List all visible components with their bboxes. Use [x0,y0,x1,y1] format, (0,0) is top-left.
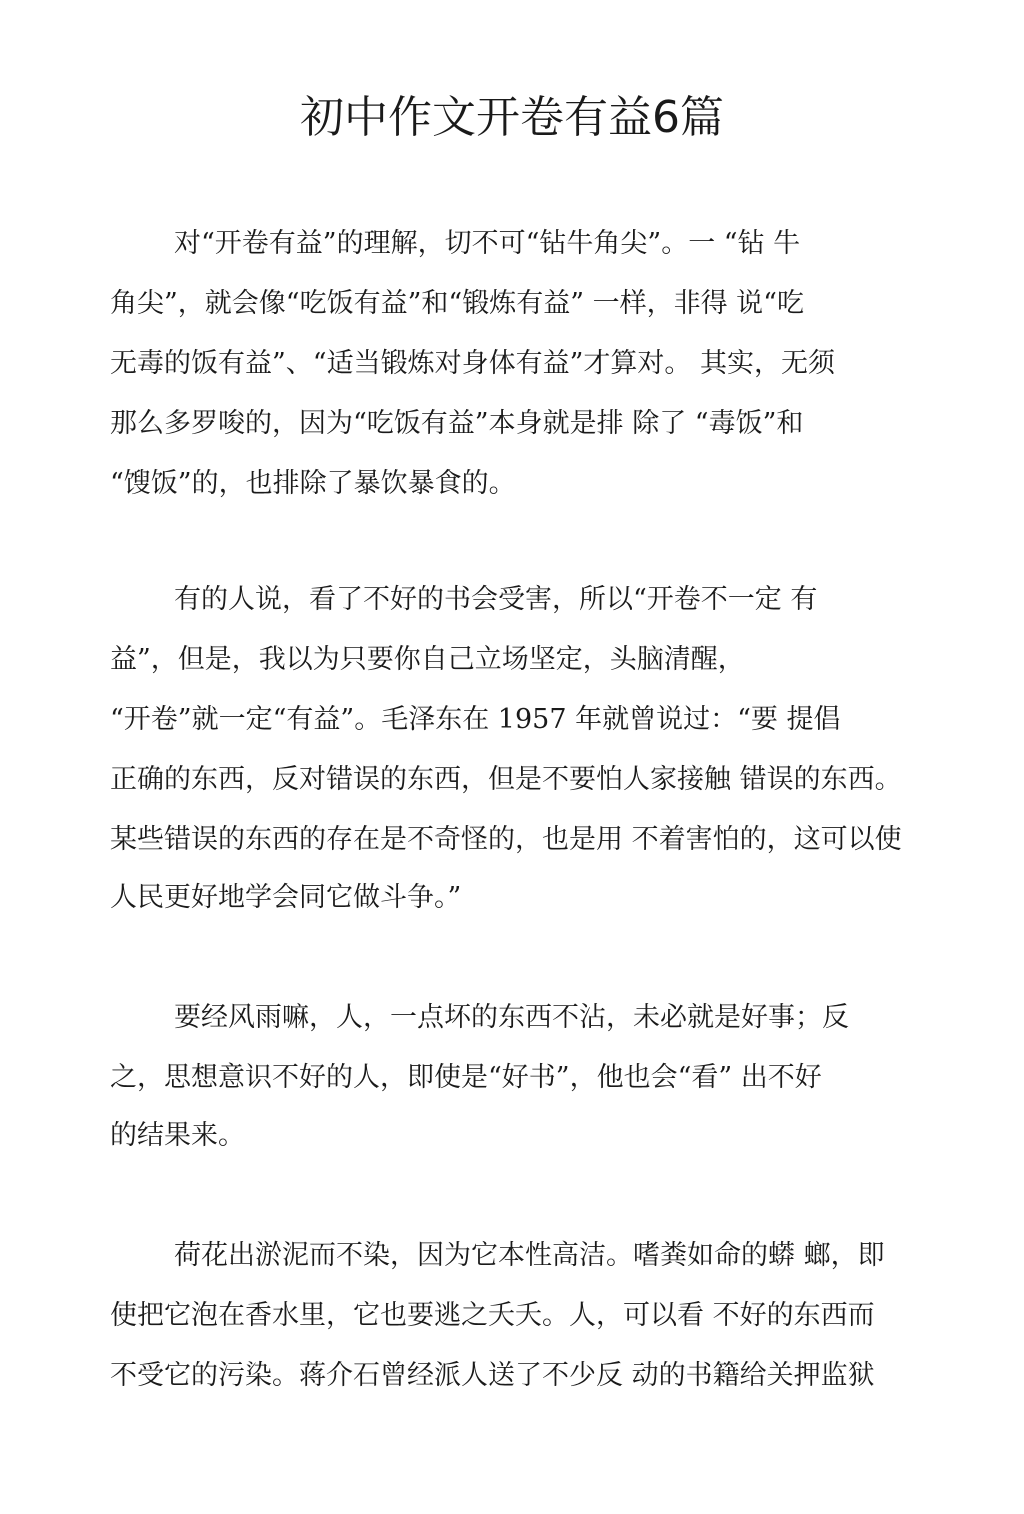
paragraph-2-line-1: 有的人说，看了不好的书会受害，所以“开卷不一定 有 [174,584,818,615]
paragraph-4-line-1: 荷花出淤泥而不染，因为它本性高洁。嗜粪如命的蟒 螂，即 [174,1240,885,1271]
paragraph-1-line-1: 对“开卷有益”的理解，切不可“钻牛角尖”。一 “钻 牛 [174,228,801,259]
document-title: 初中作文开卷有益6篇 [300,92,724,143]
paragraph-1-line-3: 无毒的饭有益”、“适当锻炼对身体有益”才算对。 其实，无须 [110,348,835,379]
paragraph-2-line-4: 正确的东西，反对错误的东西，但是不要怕人家接触 错误的东西。 [110,764,902,795]
paragraph-1-line-2: 角尖”，就会像“吃饭有益”和“锻炼有益” 一样，非得 说“吃 [110,288,804,319]
paragraph-4-line-3: 不受它的污染。蒋介石曾经派人送了不少反 动的书籍给关押监狱 [110,1360,875,1391]
paragraph-3-line-2: 之，思想意识不好的人，即使是“好书”，他也会“看” 出不好 [110,1062,822,1093]
paragraph-3-line-1: 要经风雨嘛，人，一点坏的东西不沾，未必就是好事；反 [174,1002,849,1033]
paragraph-2-line-3: “开卷”就一定“有益”。毛泽东在 1957 年就曾说过：“要 提倡 [110,704,841,735]
paragraph-1-line-5: “馊饭”的，也排除了暴饮暴食的。 [110,468,516,499]
paragraph-2-line-5: 某些错误的东西的存在是不奇怪的，也是用 不着害怕的，这可以使 [110,824,902,855]
paragraph-1-line-4: 那么多罗唆的，因为“吃饭有益”本身就是排 除了 “毒饭”和 [110,408,804,439]
paragraph-2-line-2: 益”，但是，我以为只要你自己立场坚定，头脑清醒， [110,644,745,675]
paragraph-4-line-2: 使把它泡在香水里，它也要逃之夭夭。人，可以看 不好的东西而 [110,1300,875,1331]
paragraph-3-line-3: 的结果来。 [110,1120,245,1151]
paragraph-2-line-6: 人民更好地学会同它做斗争。” [110,882,462,913]
